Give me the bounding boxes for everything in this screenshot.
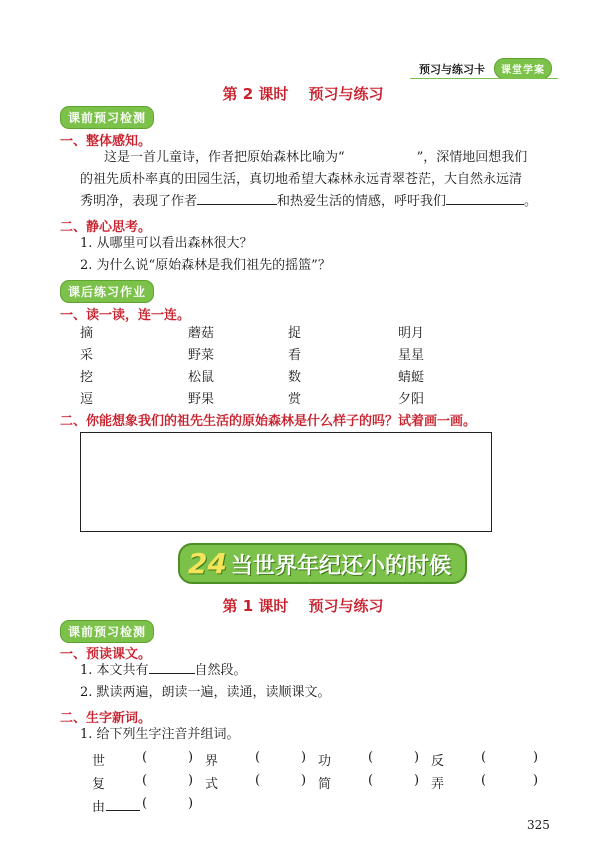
q1-text-b: ”，深情地回想我们 <box>416 150 528 165</box>
match-row <box>80 322 540 344</box>
section1-title-practice: 预习与练习 <box>308 85 384 103</box>
lesson-number: 24 <box>188 547 227 580</box>
bracket-close: ) <box>188 750 194 765</box>
word-blank[interactable] <box>106 810 140 811</box>
char: 世 <box>92 754 106 769</box>
s2-q1-item2: 2. 默读两遍，朗读一遍，读通，读顺课文。 <box>80 685 331 700</box>
char: 式 <box>205 777 219 792</box>
match-grid <box>80 322 540 410</box>
s2-q1-item1 <box>80 660 247 682</box>
pinyin-bracket[interactable]: ( <box>481 750 487 765</box>
pinyin-bracket[interactable]: ( <box>255 750 261 765</box>
q4-title: 二、你能想象我们的祖先生活的原始森林是什么样子的吗？试着画一画。 <box>60 414 477 429</box>
section1-title <box>0 83 606 104</box>
pre-class-pill-2: 课前预习检测 <box>60 620 154 643</box>
header-divider <box>410 78 558 79</box>
match-word[interactable]: 赏 <box>288 392 302 407</box>
char-row-last <box>92 796 292 818</box>
bracket-close: ) <box>533 750 539 765</box>
paragraph-count-blank[interactable] <box>149 673 195 674</box>
bracket-close: ) <box>188 773 194 788</box>
q1-blank-appeal[interactable] <box>446 204 524 205</box>
match-word[interactable]: 野菜 <box>188 348 215 363</box>
page-number: 325 <box>527 818 550 832</box>
q1-text-c: 秀明净，表现了作者 <box>80 194 198 209</box>
match-word[interactable]: 星星 <box>398 348 425 363</box>
q2-title: 二、静心思考。 <box>60 220 152 235</box>
match-word[interactable]: 采 <box>80 348 94 363</box>
s2-q1-text-a: 1. 本文共有 <box>80 663 149 678</box>
pre-class-pill: 课前预习检测 <box>60 106 154 129</box>
pinyin-bracket[interactable]: ( <box>142 750 148 765</box>
char: 由 <box>92 800 106 815</box>
bracket-close: ) <box>414 773 420 788</box>
char: 界 <box>205 754 219 769</box>
lesson-title: 当世界年纪还小的时候 <box>230 554 451 579</box>
char: 功 <box>318 754 332 769</box>
bracket-close: ) <box>533 773 539 788</box>
section1-title-lesson: 第 2 课时 <box>222 85 289 103</box>
bracket-close: ) <box>414 750 420 765</box>
match-word[interactable]: 数 <box>288 370 302 385</box>
pinyin-bracket[interactable]: ( <box>481 773 487 788</box>
bracket-close: ) <box>301 773 307 788</box>
char: 简 <box>318 777 332 792</box>
match-word[interactable]: 夕阳 <box>398 392 425 407</box>
s2-q2-title: 二、生字新词。 <box>60 711 152 726</box>
s2-q2-item1: 1. 给下列生字注音并组词。 <box>80 727 240 742</box>
q1-text-a: 这是一首儿童诗，作者把原始森林比喻为“ <box>104 150 345 165</box>
q1-line1 <box>104 147 527 169</box>
pinyin-bracket[interactable]: ( <box>368 773 374 788</box>
header-badge: 课堂学案 <box>494 58 552 79</box>
q2-item-2: 2. 为什么说“原始森林是我们祖先的摇篮”？ <box>80 258 331 273</box>
q1-text-e: 。 <box>524 194 538 209</box>
q1-blank-feeling[interactable] <box>197 204 277 205</box>
match-word[interactable]: 摘 <box>80 326 94 341</box>
q1-title: 一、整体感知。 <box>60 134 152 149</box>
pinyin-bracket[interactable]: ( <box>142 796 148 811</box>
pinyin-bracket[interactable]: ( <box>368 750 374 765</box>
q1-line3 <box>80 191 537 213</box>
match-word[interactable]: 看 <box>288 348 302 363</box>
bracket-close: ) <box>301 750 307 765</box>
s2-q1-text-b: 自然段。 <box>194 663 247 678</box>
match-word[interactable]: 挖 <box>80 370 94 385</box>
post-class-pill: 课后练习作业 <box>60 280 154 303</box>
section2-title-practice: 预习与练习 <box>308 597 384 615</box>
s2-q1-title: 一、预读课文。 <box>60 647 152 662</box>
match-word[interactable]: 捉 <box>288 326 302 341</box>
q1-line2: 的祖先质朴率真的田园生活，真切地希望大森林永远青翠苍茫，大自然永远清 <box>80 172 523 187</box>
pinyin-bracket[interactable]: ( <box>255 773 261 788</box>
match-word[interactable]: 蜻蜓 <box>398 370 425 385</box>
match-word[interactable]: 松鼠 <box>188 370 215 385</box>
bracket-close: ) <box>188 796 194 811</box>
pinyin-bracket[interactable]: ( <box>142 773 148 788</box>
match-row <box>80 366 540 388</box>
match-word[interactable]: 明月 <box>398 326 425 341</box>
drawing-area[interactable] <box>80 432 492 532</box>
q2-item-1: 1. 从哪里可以看出森林很大？ <box>80 236 253 251</box>
char-row <box>92 750 552 772</box>
q3-title: 一、读一读，连一连。 <box>60 308 191 323</box>
match-word[interactable]: 野果 <box>188 392 215 407</box>
q1-text-d: 和热爱生活的情感，呼吁我们 <box>277 194 447 209</box>
match-word[interactable]: 蘑菇 <box>188 326 215 341</box>
char: 反 <box>431 754 445 769</box>
match-row <box>80 344 540 366</box>
match-row <box>80 388 540 410</box>
section2-title-lesson: 第 1 课时 <box>222 597 289 615</box>
char: 复 <box>92 777 106 792</box>
match-word[interactable]: 逗 <box>80 392 94 407</box>
section2-title <box>0 595 606 616</box>
lesson-banner <box>178 543 467 584</box>
header-title: 预习与练习卡 <box>419 63 485 76</box>
char-row <box>92 773 552 795</box>
char: 弄 <box>431 777 445 792</box>
